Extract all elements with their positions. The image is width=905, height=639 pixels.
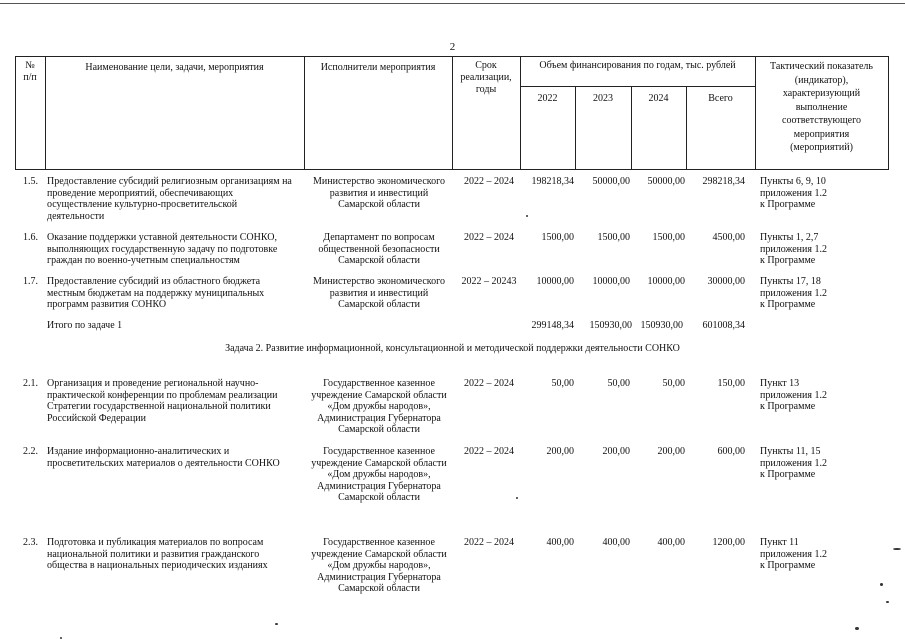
row-2022: 200,00 [546,446,574,457]
row-indicator: Пункты 1, 2,7 приложения 1.2 к Программе [760,232,827,266]
header-total: Всего [708,93,733,104]
scan-speck [516,497,518,499]
subtotal-total: 601008,34 [702,320,745,331]
row-total: 1200,00 [712,537,745,548]
row-name: Предоставление субсидий религиозным организациям на проведение мероприятий, обеспечивающих осуществление культурно-просветительской деятельности [47,176,292,222]
row-indicator: Пункты 11, 15 приложения 1.2 к Программе [760,446,827,480]
header-2024: 2024 [648,93,669,104]
row-2022: 198218,34 [531,176,574,187]
subtotal-2022: 299148,34 [531,320,574,331]
row-2024: 400,00 [657,537,685,548]
row-2023: 50,00 [607,378,630,389]
row-2022: 50,00 [551,378,574,389]
row-executors: Государственное казенное учреждение Самарской области «Дом дружбы народов», Администрация Губернатора Самарской области [311,446,447,503]
header-2023: 2023 [593,93,613,104]
row-total: 298218,34 [702,176,745,187]
row-number: 2.3. [23,537,38,548]
row-2023: 200,00 [602,446,630,457]
header-num: № п/п [23,60,37,83]
row-2022: 400,00 [546,537,574,548]
row-number: 2.2. [23,446,38,457]
row-total: 30000,00 [707,276,745,287]
row-2023: 10000,00 [592,276,630,287]
row-term: 2022 – 2024 [464,232,514,243]
header-term: Срок реализации, годы [460,60,512,95]
row-number: 2.1. [23,378,38,389]
scan-speck [880,583,883,586]
row-name: Оказание поддержки уставной деятельности СОНКО, выполняющих государственную задачу по подготовке граждан по военно-учетным специальностям [47,232,278,266]
row-2022: 10000,00 [536,276,574,287]
row-indicator: Пункт 13 приложения 1.2 к Программе [760,378,827,412]
scan-speck [855,627,859,630]
row-number: 1.6. [23,232,38,243]
page-number: 2 [449,41,456,53]
task2-title: Задача 2. Развитие информационной, консультационной и методической поддержки деятельности СОНКО [225,343,680,354]
row-executors: Министерство экономического развития и инвестиций Самарской области [313,276,445,310]
row-name: Организация и проведение региональной научно- практической конференции по проблемам реализации Стратегии государственной национальной политики Российской Федерации [47,378,278,424]
row-term: 2022 – 2024 [464,378,514,389]
row-name: Подготовка и публикация материалов по вопросам национальной политики и развития гражданского общества в национальных периодических изданиях [47,537,268,571]
row-term: 2022 – 20243 [461,276,517,287]
header-name: Наименование цели, задачи, мероприятия [85,62,264,73]
row-executors: Государственное казенное учреждение Самарской области «Дом дружбы народов», Администрация Губернатора Самарской области [311,537,447,594]
row-total: 150,00 [717,378,745,389]
row-total: 600,00 [717,446,745,457]
row-term: 2022 – 2024 [464,537,514,548]
row-term: 2022 – 2024 [464,176,514,187]
subtotal-label: Итого по задаче 1 [47,320,123,331]
subtotal-2024: 150930,00 [640,320,683,331]
row-number: 1.5. [23,176,38,187]
scan-top-edge [0,3,905,4]
row-2024: 200,00 [657,446,685,457]
row-term: 2022 – 2024 [464,446,514,457]
row-number: 1.7. [23,276,38,287]
row-2024: 10000,00 [647,276,685,287]
row-2024: 50,00 [662,378,685,389]
row-2024: 50000,00 [647,176,685,187]
row-2023: 1500,00 [597,232,630,243]
row-total: 4500,00 [712,232,745,243]
row-indicator: Пункт 11 приложения 1.2 к Программе [760,537,827,571]
row-2024: 1500,00 [652,232,685,243]
scan-speck [893,548,901,550]
row-name: Издание информационно-аналитических и просветительских материалов о деятельности СОНКО [47,446,280,469]
scan-speck [886,601,889,603]
header-indicator: Тактический показатель (индикатор), характеризующий выполнение соответствующего мероприятия (мероприятий) [770,61,873,153]
row-2023: 50000,00 [592,176,630,187]
header-funding: Объем финансирования по годам, тыс. рублей [539,60,736,71]
row-indicator: Пункты 17, 18 приложения 1.2 к Программе [760,276,827,310]
row-2022: 1500,00 [541,232,574,243]
row-name: Предоставление субсидий из областного бюджета местным бюджетам на поддержку муниципальных программ развития СОНКО [47,276,265,310]
row-executors: Государственное казенное учреждение Самарской области «Дом дружбы народов», Администрация Губернатора Самарской области [311,378,447,435]
header-2022: 2022 [537,93,558,104]
row-executors: Департамент по вопросам общественной безопасности Самарской области [318,232,440,266]
row-2023: 400,00 [602,537,630,548]
subtotal-2023: 150930,00 [589,320,632,331]
row-executors: Министерство экономического развития и инвестиций Самарской области [313,176,445,210]
header-executors: Исполнители мероприятия [320,62,436,73]
scan-speck [275,623,278,625]
row-indicator: Пункты 6, 9, 10 приложения 1.2 к Программе [760,176,827,210]
scan-speck [526,215,528,217]
table-header [15,56,903,170]
